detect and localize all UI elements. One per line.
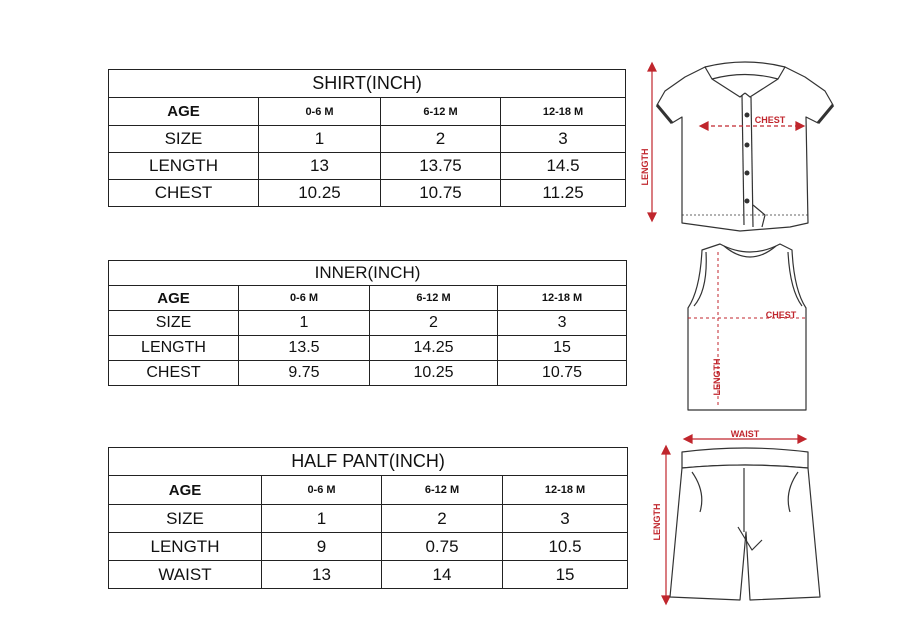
column-header: 12-18 M xyxy=(501,98,626,126)
column-header: 6-12 M xyxy=(381,98,501,126)
cell-value: 15 xyxy=(498,336,627,361)
cell-value: 0.75 xyxy=(382,533,503,561)
cell-value: 3 xyxy=(503,505,628,533)
table-row xyxy=(109,505,628,533)
table-row xyxy=(109,311,627,336)
inner-length-label: LENGTH xyxy=(712,358,722,396)
cell-value: 10.75 xyxy=(381,180,501,207)
cell-value: 11.25 xyxy=(501,180,626,207)
cell-value: 2 xyxy=(370,311,498,336)
column-header: 0-6 M xyxy=(262,476,382,505)
table-row xyxy=(109,361,627,386)
table-row xyxy=(109,533,628,561)
table-row xyxy=(109,153,626,180)
table-row xyxy=(109,336,627,361)
column-header: 0-6 M xyxy=(259,98,381,126)
inner-chest-label: CHEST xyxy=(765,310,797,320)
column-header: 12-18 M xyxy=(503,476,628,505)
shirt-length-label: LENGTH xyxy=(640,148,650,186)
cell-value: 2 xyxy=(382,505,503,533)
row-label: WAIST xyxy=(109,561,262,589)
cell-value: 9 xyxy=(262,533,382,561)
table-title: INNER(INCH) xyxy=(109,261,627,286)
column-header: 6-12 M xyxy=(382,476,503,505)
cell-value: 9.75 xyxy=(239,361,370,386)
shirt-size-table xyxy=(108,69,626,207)
cell-value: 13 xyxy=(262,561,382,589)
row-label: LENGTH xyxy=(109,336,239,361)
row-label: SIZE xyxy=(109,126,259,153)
cell-value: 1 xyxy=(259,126,381,153)
header-age: AGE xyxy=(109,286,239,311)
half-pant-size-table xyxy=(108,447,628,589)
cell-value: 14.5 xyxy=(501,153,626,180)
column-header: 6-12 M xyxy=(370,286,498,311)
cell-value: 13.5 xyxy=(239,336,370,361)
pant-waist-label: WAIST xyxy=(730,429,760,439)
cell-value: 10.25 xyxy=(370,361,498,386)
row-label: LENGTH xyxy=(109,533,262,561)
table-row xyxy=(109,180,626,207)
column-header: 12-18 M xyxy=(498,286,627,311)
cell-value: 14 xyxy=(382,561,503,589)
header-age: AGE xyxy=(109,98,259,126)
pant-body xyxy=(670,465,820,600)
cell-value: 10.75 xyxy=(498,361,627,386)
cell-value: 3 xyxy=(501,126,626,153)
shirt-chest-label: CHEST xyxy=(754,115,786,125)
table-title: SHIRT(INCH) xyxy=(109,70,626,98)
cell-value: 10.25 xyxy=(259,180,381,207)
row-label: CHEST xyxy=(109,361,239,386)
row-label: LENGTH xyxy=(109,153,259,180)
cell-value: 13 xyxy=(259,153,381,180)
table-row xyxy=(109,561,628,589)
row-label: CHEST xyxy=(109,180,259,207)
column-header: 0-6 M xyxy=(239,286,370,311)
row-label: SIZE xyxy=(109,505,262,533)
table-title: HALF PANT(INCH) xyxy=(109,448,628,476)
shirt-diagram xyxy=(630,55,850,235)
row-label: SIZE xyxy=(109,311,239,336)
table-row xyxy=(109,126,626,153)
cell-value: 10.5 xyxy=(503,533,628,561)
cell-value: 14.25 xyxy=(370,336,498,361)
inner-size-table xyxy=(108,260,627,386)
cell-value: 13.75 xyxy=(381,153,501,180)
cell-value: 1 xyxy=(239,311,370,336)
header-age: AGE xyxy=(109,476,262,505)
cell-value: 2 xyxy=(381,126,501,153)
cell-value: 3 xyxy=(498,311,627,336)
half-pant-diagram xyxy=(640,422,840,612)
pant-length-label: LENGTH xyxy=(652,503,662,541)
inner-diagram xyxy=(680,240,820,415)
cell-value: 15 xyxy=(503,561,628,589)
cell-value: 1 xyxy=(262,505,382,533)
shirt-body xyxy=(657,67,833,231)
